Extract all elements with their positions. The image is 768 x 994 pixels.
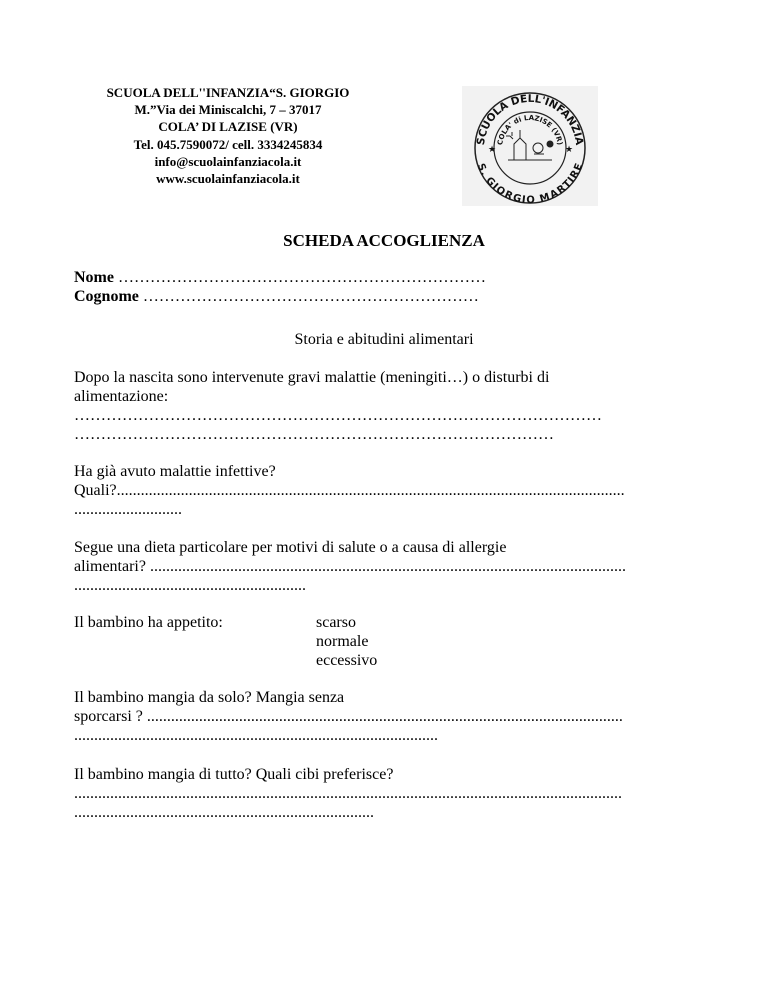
- cognome-field-dots[interactable]: ………………………………………………………: [142, 288, 479, 305]
- question-3-line-2[interactable]: alimentari? .......................................................................................................................: [74, 558, 626, 575]
- form-title: SCHEDA ACCOGLIENZA: [283, 231, 485, 250]
- school-address: M.”Via dei Miniscalchi, 7 – 37017: [134, 102, 322, 118]
- question-1-answer-dots-1[interactable]: ………………………………………………………………………………………: [74, 407, 602, 424]
- seal-graphic: [462, 86, 598, 206]
- school-website: www.scuolainfanziacola.it: [156, 171, 300, 187]
- question-1-answer-dots-2[interactable]: ………………………………………………………………………………: [74, 426, 554, 443]
- nome-field-dots[interactable]: ……………………………………………………………: [117, 269, 486, 286]
- question-1-line-2: alimentazione:: [74, 388, 169, 405]
- question-2-line-2[interactable]: Quali?...............................................................................................................................: [74, 482, 625, 499]
- svg-text:★: ★: [565, 145, 574, 155]
- svg-text:★: ★: [488, 145, 497, 155]
- question-4-label: Il bambino ha appetito:: [74, 614, 223, 631]
- seal-inner-text: COLA' di LAZISE (VR): [496, 113, 564, 146]
- appetite-option-scarso[interactable]: scarso: [316, 614, 356, 631]
- school-header: [78, 84, 378, 187]
- nome-label: Nome: [74, 269, 114, 286]
- seal-top-text: SCUOLA DELL'INFANZIA: [475, 92, 586, 146]
- appetite-option-eccessivo[interactable]: eccessivo: [316, 652, 378, 669]
- seal-bottom-text: S. GIORGIO MARTIRE: [474, 162, 586, 206]
- question-2-line-1: Ha già avuto malattie infettive?: [74, 463, 276, 480]
- question-6-answer-dots-1[interactable]: .........................................................................................................................................: [74, 785, 622, 802]
- school-phone: Tel. 045.7590072/ cell. 3334245834: [133, 136, 323, 152]
- question-5-line-1: Il bambino mangia da solo? Mangia senza: [74, 689, 345, 706]
- question-2-answer-dots[interactable]: ...........................: [74, 501, 182, 518]
- section-title: Storia e abitudini alimentari: [294, 331, 474, 348]
- school-email: info@scuolainfanziacola.it: [154, 153, 302, 169]
- question-1-line-1: Dopo la nascita sono intervenute gravi malattie (meningiti…) o disturbi di: [74, 369, 550, 386]
- school-town: COLA’ DI LAZISE (VR): [158, 119, 298, 135]
- question-6-answer-dots-2[interactable]: ...........................................................................: [74, 804, 374, 821]
- question-6-line-1: Il bambino mangia di tutto? Quali cibi preferisce?: [74, 766, 394, 783]
- cognome-row: [74, 287, 479, 306]
- question-5-answer-dots[interactable]: ...........................................................................................: [74, 727, 438, 744]
- question-5-line-2[interactable]: sporcarsi ? .......................................................................................................................: [74, 708, 623, 725]
- appetite-option-normale[interactable]: normale: [316, 633, 369, 650]
- nome-row: [74, 268, 486, 287]
- school-seal-logo: [462, 86, 598, 206]
- cognome-label: Cognome: [74, 288, 139, 305]
- question-3-line-1: Segue una dieta particolare per motivi di salute o a causa di allergie: [74, 539, 507, 556]
- question-3-answer-dots[interactable]: ..........................................................: [74, 577, 306, 594]
- school-name: SCUOLA DELL''INFANZIA“S. GIORGIO: [106, 85, 350, 100]
